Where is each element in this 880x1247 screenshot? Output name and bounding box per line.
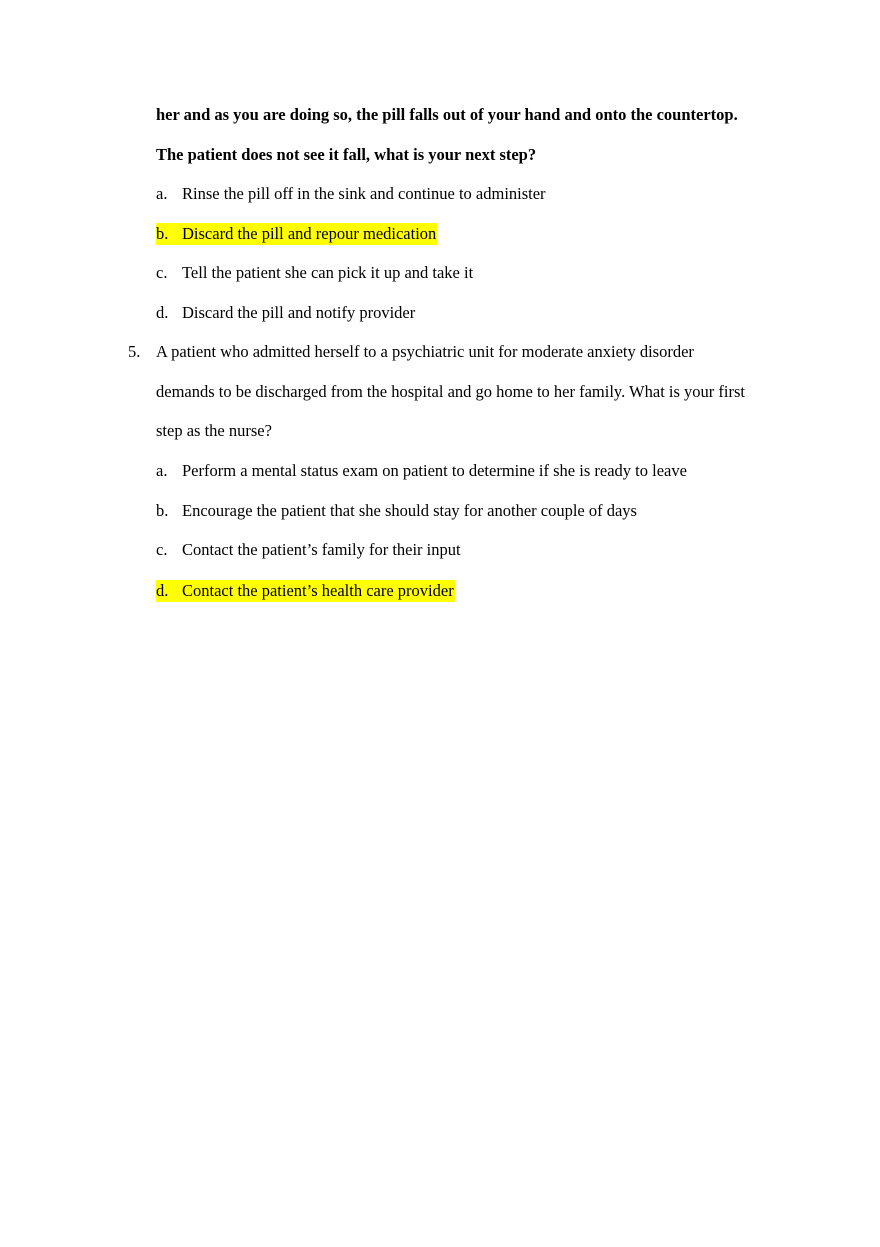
q4-stem-line-1: her and as you are doing so, the pill falls out of your hand and onto the countertop. <box>156 105 738 124</box>
q4-option-a-text: Rinse the pill off in the sink and continue to administer <box>182 184 546 203</box>
q5-option-b <box>156 501 637 521</box>
q5-option-c-letter: c. <box>156 540 168 559</box>
q5-option-a-letter: a. <box>156 461 168 480</box>
q4-stem-line-2: The patient does not see it fall, what is your next step? <box>156 145 537 164</box>
q4-option-b-highlight <box>156 223 437 245</box>
q4-option-d-letter: d. <box>156 303 169 322</box>
q5-stem-line-3: step as the nurse? <box>156 421 272 440</box>
q5-option-c-text: Contact the patient’s family for their input <box>182 540 461 559</box>
q5-option-d-text: Contact the patient’s health care provider <box>182 581 454 600</box>
q5-option-a-text: Perform a mental status exam on patient to determine if she is ready to leave <box>182 461 687 480</box>
q5-option-d-highlight <box>156 580 455 602</box>
q5-stem-line-1 <box>128 342 694 362</box>
q4-option-c-letter: c. <box>156 263 168 282</box>
q4-option-c-text: Tell the patient she can pick it up and take it <box>182 263 474 282</box>
q5-option-b-letter: b. <box>156 501 169 520</box>
q5-number: 5. <box>128 342 141 361</box>
q5-stem-line-2: demands to be discharged from the hospital and go home to her family. What is your first <box>156 382 745 401</box>
q5-option-a <box>156 461 687 481</box>
q4-option-b <box>156 224 437 244</box>
q5-option-b-text: Encourage the patient that she should stay for another couple of days <box>182 501 637 520</box>
q4-option-d <box>156 303 415 323</box>
q4-option-c <box>156 263 473 283</box>
q5-option-d <box>156 581 455 601</box>
q4-option-d-text: Discard the pill and notify provider <box>182 303 416 322</box>
q4-option-b-letter: b. <box>156 224 169 243</box>
q5-option-d-letter: d. <box>156 581 169 600</box>
q4-option-b-text: Discard the pill and repour medication <box>182 224 437 243</box>
q4-option-a-letter: a. <box>156 184 168 203</box>
q4-option-a <box>156 184 546 204</box>
q5-stem-text-1: A patient who admitted herself to a psychiatric unit for moderate anxiety disorder <box>156 342 694 361</box>
q5-option-c <box>156 540 461 560</box>
